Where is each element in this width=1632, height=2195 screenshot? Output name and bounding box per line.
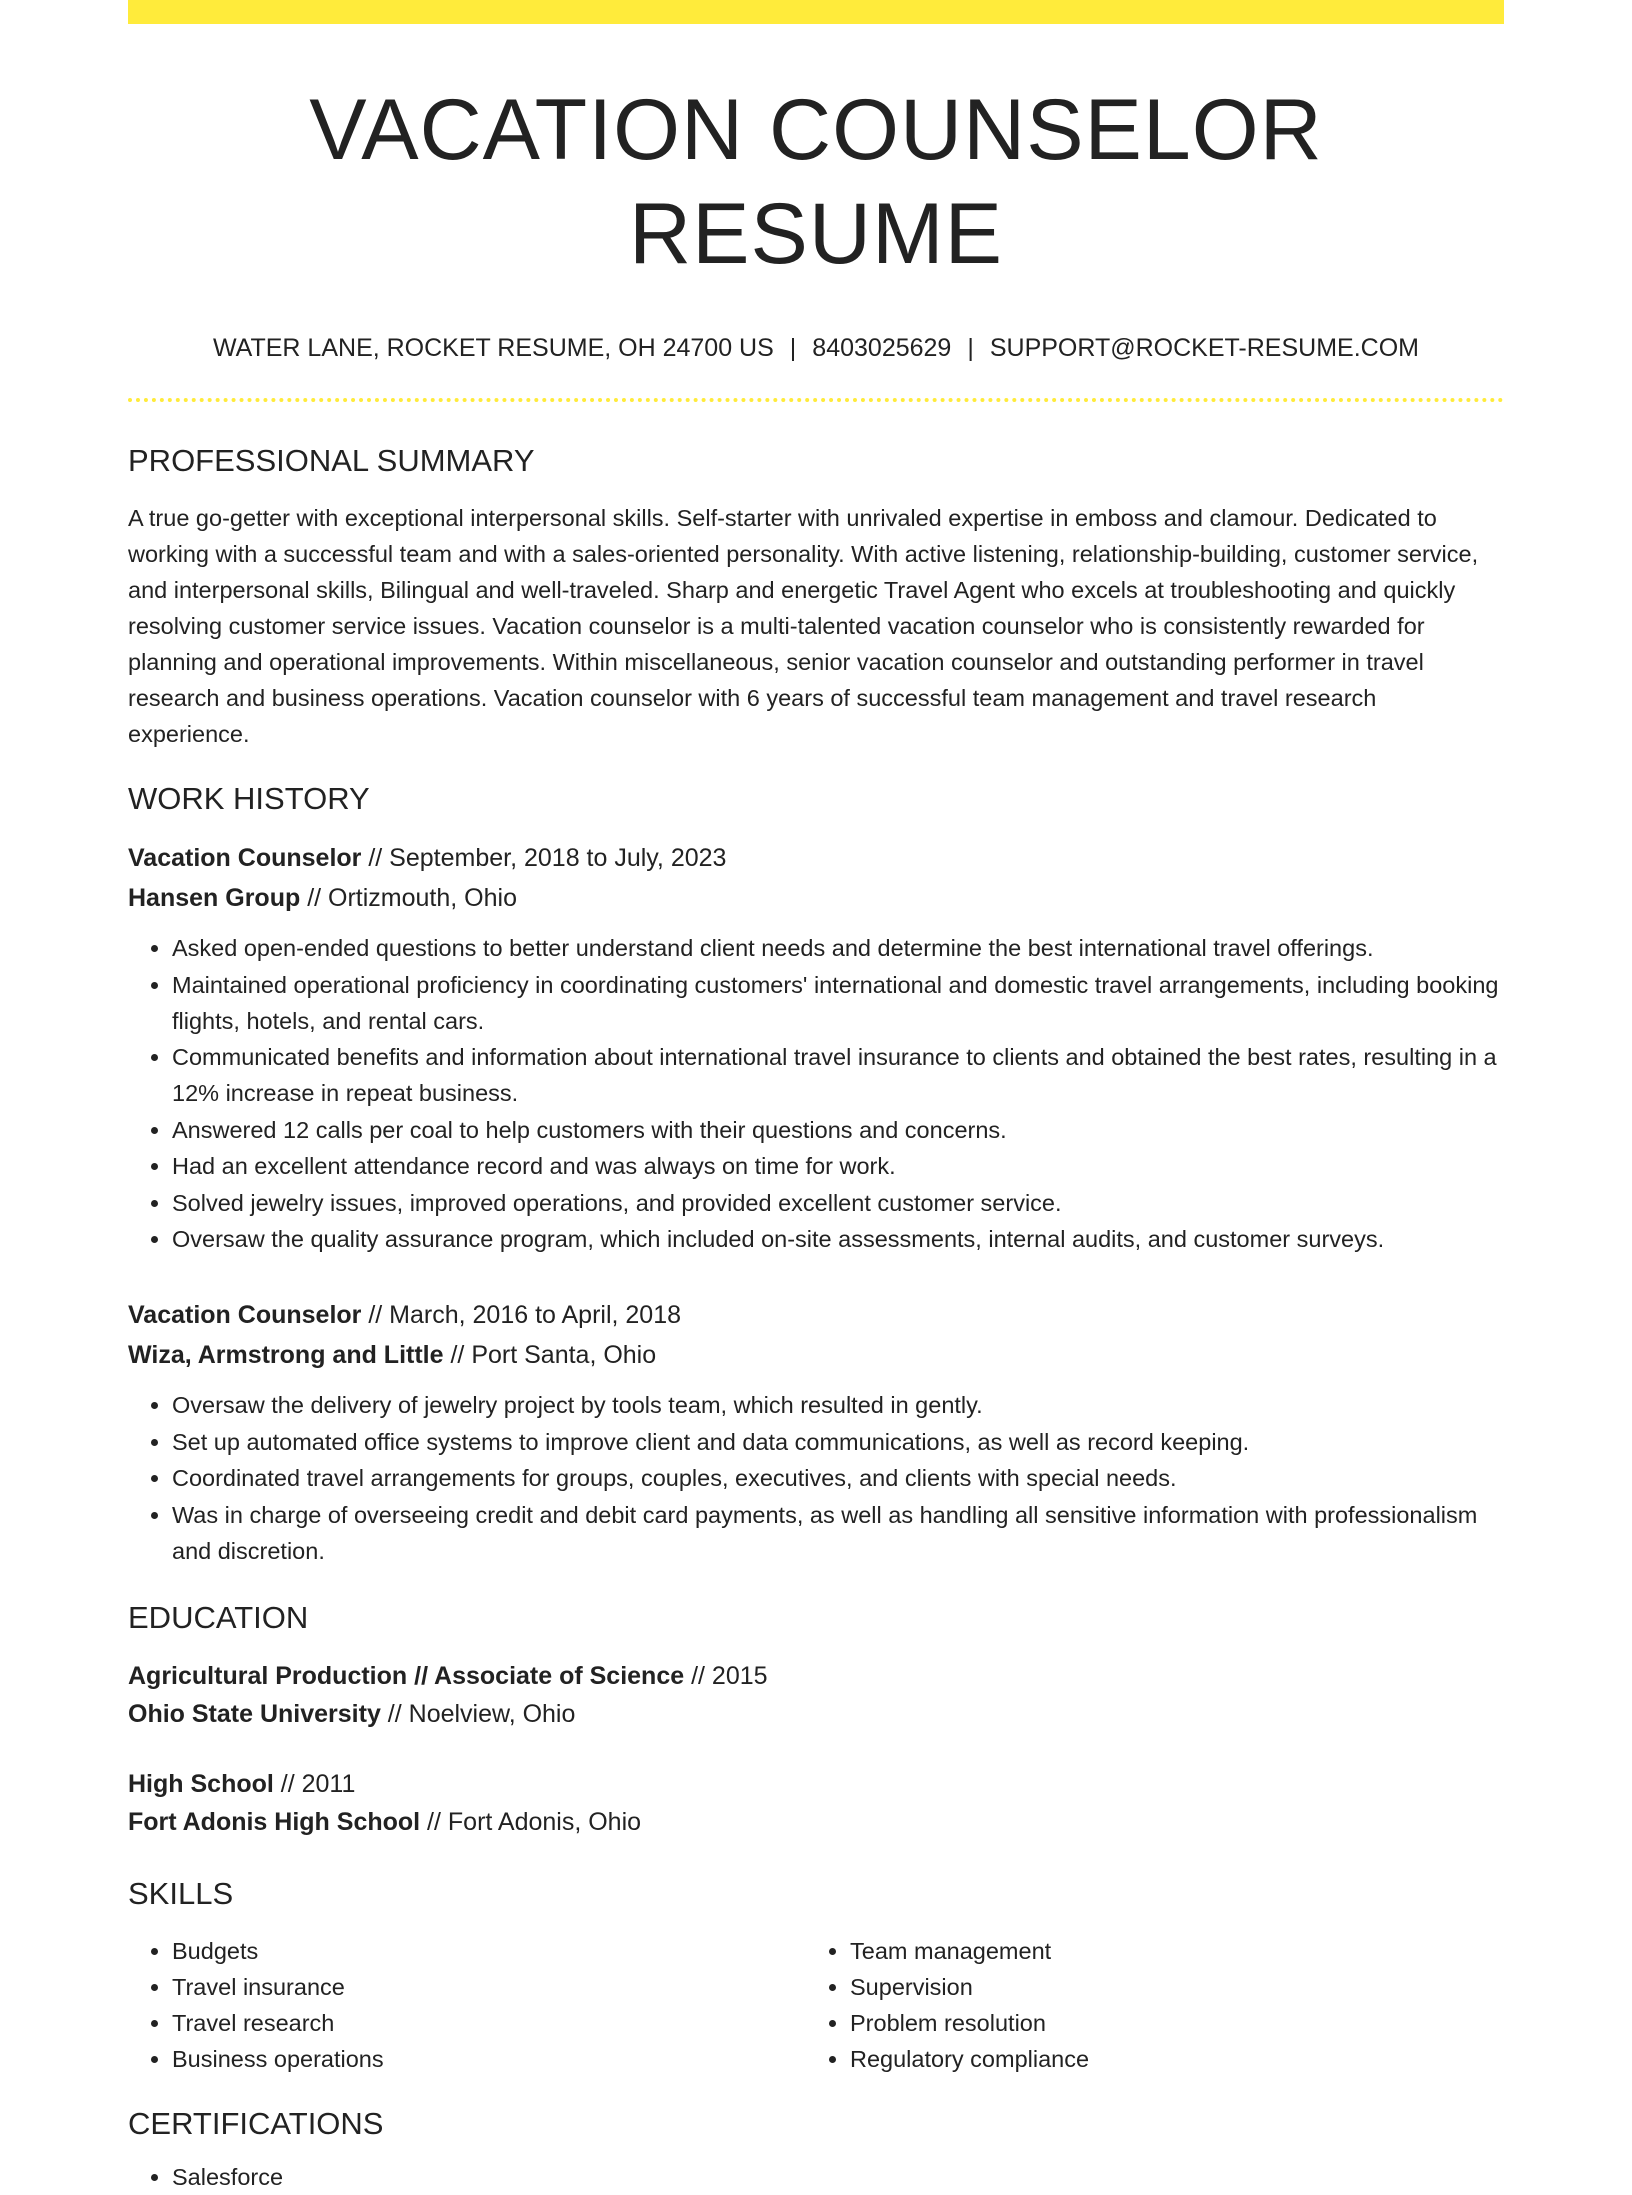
job-company: Wiza, Armstrong and Little <box>128 1341 444 1369</box>
job-bullet: • Maintained operational proficiency in coordinating customers' international and domestic travel arrangements, including booking flights, hotels, and rental cars. <box>172 967 1504 1039</box>
education-entry <box>128 1765 1504 1841</box>
education-degree-line <box>128 1765 1504 1803</box>
education-degree: Agricultural Production // Associate of Science <box>128 1661 685 1690</box>
education-school-line <box>128 1695 1504 1733</box>
job-title: Vacation Counselor <box>128 844 362 872</box>
job-dates: // September, 2018 to July, 2023 <box>361 844 727 872</box>
job-bullets <box>128 1387 1504 1569</box>
contact-separator: | <box>967 334 974 362</box>
job-title-line <box>128 838 1504 878</box>
job-bullet: • Oversaw the delivery of jewelry project by tools team, which resulted in gently. <box>172 1387 1504 1423</box>
job-bullet: • Asked open-ended questions to better understand client needs and determine the best international travel offerings. <box>172 930 1504 966</box>
summary-text: A true go-getter with exceptional interpersonal skills. Self-starter with unrivaled expertise in emboss and clamour. Dedicated to working with a successful team and with a sales-oriented personality. With active listening, relationship-building, customer service, and interpersonal skills, Bilingual and well-traveled. Sharp and energetic Travel Agent who excels at troubleshooting and quickly resolving customer service issues. Vacation counselor is a multi-talented vacation counselor who is consistently rewarded for planning and operational improvements. Within miscellaneous, senior vacation counselor and outstanding performer in travel research and business operations. Vacation counselor with 6 years of successful team management and travel research experience. <box>128 505 1479 747</box>
job-bullet: • Had an excellent attendance record and was always on time for work. <box>172 1148 1504 1184</box>
skill-item: • Travel insurance <box>172 1969 806 2005</box>
job-company-line <box>128 878 1504 918</box>
job-entry <box>128 1295 1504 1569</box>
job-company-line <box>128 1335 1504 1375</box>
skills-heading: SKILLS <box>128 1875 234 1911</box>
dotted-divider <box>128 398 1504 402</box>
job-company: Hansen Group <box>128 884 301 912</box>
skill-item: • Problem resolution <box>850 2005 1484 2041</box>
skill-item: • Team management <box>850 1933 1484 1969</box>
education-entry <box>128 1657 1504 1733</box>
work-history-heading: WORK HISTORY <box>128 781 370 816</box>
skill-item: • Business operations <box>172 2041 806 2077</box>
job-title-line <box>128 1295 1504 1335</box>
job-location: // Port Santa, Ohio <box>443 1341 657 1369</box>
skill-item: • Budgets <box>172 1933 806 1969</box>
certifications-list <box>128 2159 1504 2195</box>
certifications-heading: CERTIFICATIONS <box>128 2105 384 2141</box>
skills-column-right <box>806 1933 1484 2077</box>
education-location: // Noelview, Ohio <box>380 1699 576 1728</box>
job-bullet: • Set up automated office systems to improve client and data communications, as well as record keeping. <box>172 1424 1504 1460</box>
contact-separator: | <box>789 334 797 362</box>
contact-line <box>128 332 1504 364</box>
education-school: Fort Adonis High School <box>128 1807 421 1836</box>
education-school-line <box>128 1803 1504 1841</box>
skills-column-left <box>128 1933 806 2077</box>
education-location: // Fort Adonis, Ohio <box>420 1807 642 1836</box>
job-bullet: • Answered 12 calls per coal to help customers with their questions and concerns. <box>172 1112 1504 1148</box>
job-location: // Ortizmouth, Ohio <box>300 884 517 912</box>
job-bullet: • Solved jewelry issues, improved operations, and provided excellent customer service. <box>172 1185 1504 1221</box>
job-bullet: • Coordinated travel arrangements for groups, couples, executives, and clients with special needs. <box>172 1460 1504 1496</box>
skill-item: • Travel research <box>172 2005 806 2041</box>
skill-item: • Supervision <box>850 1969 1484 2005</box>
education-school: Ohio State University <box>128 1699 381 1728</box>
education-degree: High School <box>128 1769 274 1798</box>
contact-phone: 8403025629 <box>812 334 952 362</box>
job-bullet: • Was in charge of overseeing credit and debit card payments, as well as handling all sensitive information with professionalism and discretion. <box>172 1497 1504 1569</box>
education-heading: EDUCATION <box>128 1599 309 1635</box>
job-title: Vacation Counselor <box>128 1301 362 1329</box>
certification-item: • Salesforce <box>172 2159 1504 2195</box>
education-degree-line <box>128 1657 1504 1695</box>
job-entry <box>128 838 1504 1257</box>
job-bullet: • Communicated benefits and information about international travel insurance to clients and obtained the best rates, resulting in a 12% increase in repeat business. <box>172 1039 1504 1111</box>
resume-title: VACATION COUNSELOR RESUME <box>309 82 1323 282</box>
resume-content <box>128 0 1504 2195</box>
job-bullets <box>128 930 1504 1257</box>
job-dates: // March, 2016 to April, 2018 <box>361 1301 682 1329</box>
contact-email: SUPPORT@ROCKET-RESUME.COM <box>989 334 1419 362</box>
skills-grid <box>128 1933 1504 2077</box>
job-bullet: • Oversaw the quality assurance program, which included on-site assessments, internal audits, and customer surveys. <box>172 1221 1504 1257</box>
summary-heading: PROFESSIONAL SUMMARY <box>128 443 535 478</box>
education-year: // 2015 <box>684 1661 768 1690</box>
education-year: // 2011 <box>273 1769 356 1798</box>
skill-item: • Regulatory compliance <box>850 2041 1484 2077</box>
contact-address: WATER LANE, ROCKET RESUME, OH 24700 US <box>213 334 774 362</box>
